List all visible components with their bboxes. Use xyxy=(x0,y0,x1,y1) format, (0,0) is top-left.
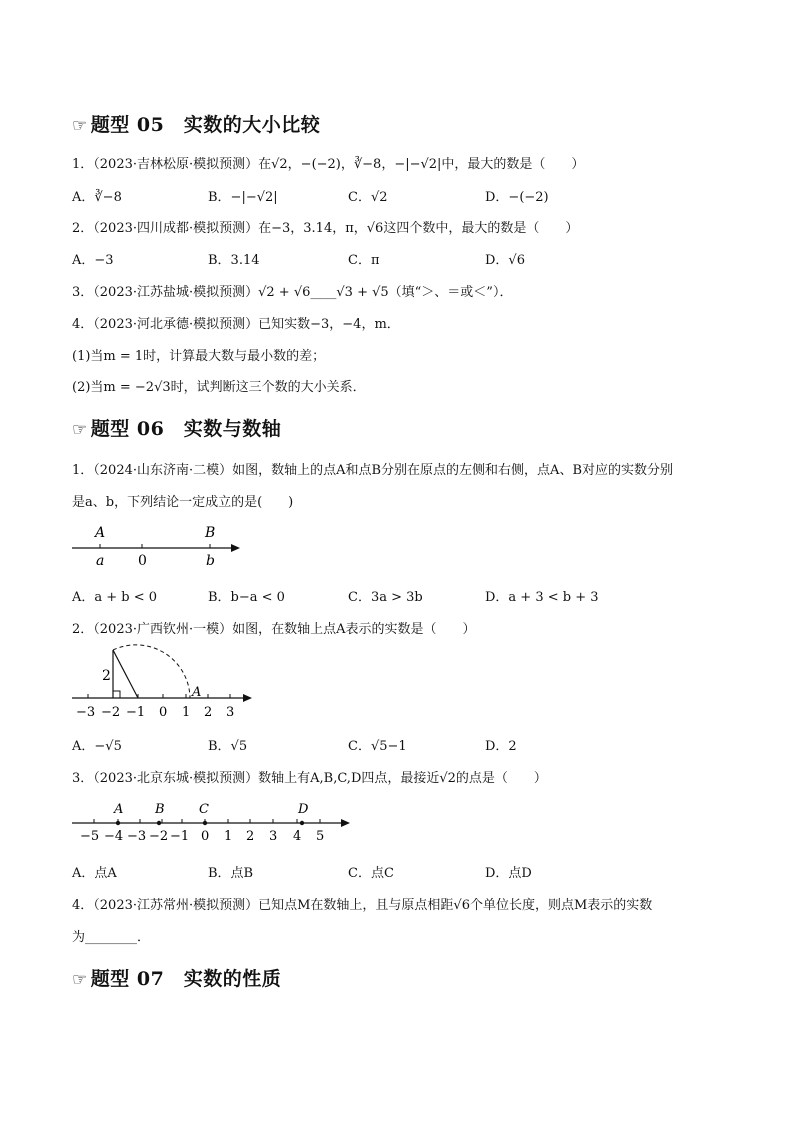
tick-label: −4 xyxy=(104,829,124,844)
question-4-part-2: (2)当m = −2√3时，试判断这三个数的大小关系． xyxy=(72,380,366,395)
tick-label: −3 xyxy=(76,705,96,720)
axis-arrow xyxy=(243,694,252,702)
point-label-b: B xyxy=(205,525,216,541)
tick-label: 5 xyxy=(316,829,325,844)
tick-label: −5 xyxy=(80,829,100,844)
value-label-a: a xyxy=(96,553,105,569)
question-3-stem: 3．（2023·江苏盐城·模拟预测）√2 + √6____√3 + √5（填“＞、＝或＜”）． xyxy=(72,285,513,300)
point-label-a: A xyxy=(192,685,202,700)
tick-label: −1 xyxy=(170,829,190,844)
number-line-figure-3 xyxy=(68,796,358,848)
tick-label: 0 xyxy=(201,829,210,844)
point-b-dot xyxy=(157,821,161,825)
section-title: 题型 06 实数与数轴 xyxy=(90,418,282,440)
pointing-hand-icon: ☞ xyxy=(72,116,88,136)
option-d: D．−(−2) xyxy=(485,190,549,205)
section-heading-05 xyxy=(72,110,320,137)
option-a: A．点A xyxy=(72,866,117,881)
right-angle-mark xyxy=(113,691,120,698)
question-1-stem-line1: 1．（2024·山东济南·二模）如图，数轴上的点A和点B分别在原点的左侧和右侧，点A、B对应的实数分别 xyxy=(72,463,674,478)
tick-label: 2 xyxy=(246,829,255,844)
tick-label: 4 xyxy=(293,829,302,844)
option-b: B．点B xyxy=(208,866,254,881)
option-c: C．√2 xyxy=(348,190,388,205)
question-1-stem-line2: 是a、b，下列结论一定成立的是( ) xyxy=(72,495,294,510)
question-1-stem: 1．（2023·吉林松原·模拟预测）在√2，−(−2)，∛−8，−|−√2|中，最大的数是（ ） xyxy=(72,157,585,172)
point-label-d: D xyxy=(298,802,309,817)
option-a: A．∛−8 xyxy=(72,190,122,205)
question-4-stem: 4．（2023·河北承德·模拟预测）已知实数−3，−4，m． xyxy=(72,317,400,332)
section-title: 题型 05 实数的大小比较 xyxy=(90,114,321,136)
value-label-b: b xyxy=(206,553,215,569)
section-title: 题型 07 实数的性质 xyxy=(90,968,282,990)
option-b: B．√5 xyxy=(208,739,248,754)
side-length-label: 2 xyxy=(102,668,111,684)
question-4-stem-line1: 4．（2023·江苏常州·模拟预测）已知点M在数轴上，且与原点相距√6个单位长度，则点M表示的实数 xyxy=(72,898,653,913)
option-a: A．a + b < 0 xyxy=(72,590,158,605)
tick-label: 0 xyxy=(159,705,168,720)
tick-label: 1 xyxy=(224,829,233,844)
option-d: D．a + 3 < b + 3 xyxy=(485,590,599,605)
axis-arrow xyxy=(231,544,240,552)
option-b: B．b−a < 0 xyxy=(208,590,285,605)
pointing-hand-icon: ☞ xyxy=(72,970,88,990)
point-label-a: A xyxy=(114,802,124,817)
question-2-stem: 2．（2023·四川成都·模拟预测）在−3，3.14，π，√6这四个数中，最大的数是（ ） xyxy=(72,221,579,236)
option-d: D．2 xyxy=(485,739,517,754)
pointing-hand-icon: ☞ xyxy=(72,420,88,440)
tick-label: −3 xyxy=(127,829,147,844)
question-3-stem: 3．（2023·北京东城·模拟预测）数轴上有A,B,C,D四点，最接近√2的点是（ ） xyxy=(72,771,547,786)
number-line-figure-1 xyxy=(68,520,248,572)
question-4-part-1: (1)当m = 1时，计算最大数与最小数的差； xyxy=(72,349,326,364)
option-d: D．√6 xyxy=(485,253,525,268)
tick-label: 3 xyxy=(269,829,278,844)
option-b: B．−|−√2| xyxy=(208,190,278,205)
option-c: C．π xyxy=(348,253,380,268)
number-line-figure-2 xyxy=(68,640,258,720)
option-d: D．点D xyxy=(485,866,532,881)
point-d-dot xyxy=(300,821,304,825)
point-label-c: C xyxy=(199,802,209,817)
point-a-dot xyxy=(116,821,120,825)
question-2-stem: 2．（2023·广西钦州·一模）如图，在数轴上点A表示的实数是（ ） xyxy=(72,622,476,637)
tick-label: 3 xyxy=(226,705,235,720)
point-c-dot xyxy=(203,821,207,825)
option-a: A．−√5 xyxy=(72,739,122,754)
option-b: B．3.14 xyxy=(208,253,260,268)
option-a: A．−3 xyxy=(72,253,114,268)
option-c: C．点C xyxy=(348,866,394,881)
question-4-stem-line2: 为________． xyxy=(72,930,151,945)
axis-arrow xyxy=(341,819,350,827)
tick-label: 1 xyxy=(182,705,191,720)
tick-label: −1 xyxy=(126,705,146,720)
tick-label: −2 xyxy=(101,705,121,720)
section-heading-06 xyxy=(72,414,281,441)
option-c: C．√5−1 xyxy=(348,739,407,754)
tick-label: 2 xyxy=(204,705,213,720)
value-label-zero: 0 xyxy=(138,553,147,569)
point-label-a: A xyxy=(95,525,106,541)
point-label-b: B xyxy=(155,802,165,817)
tick-label: −2 xyxy=(149,829,169,844)
section-heading-07 xyxy=(72,964,281,991)
option-c: C．3a > 3b xyxy=(348,590,423,605)
